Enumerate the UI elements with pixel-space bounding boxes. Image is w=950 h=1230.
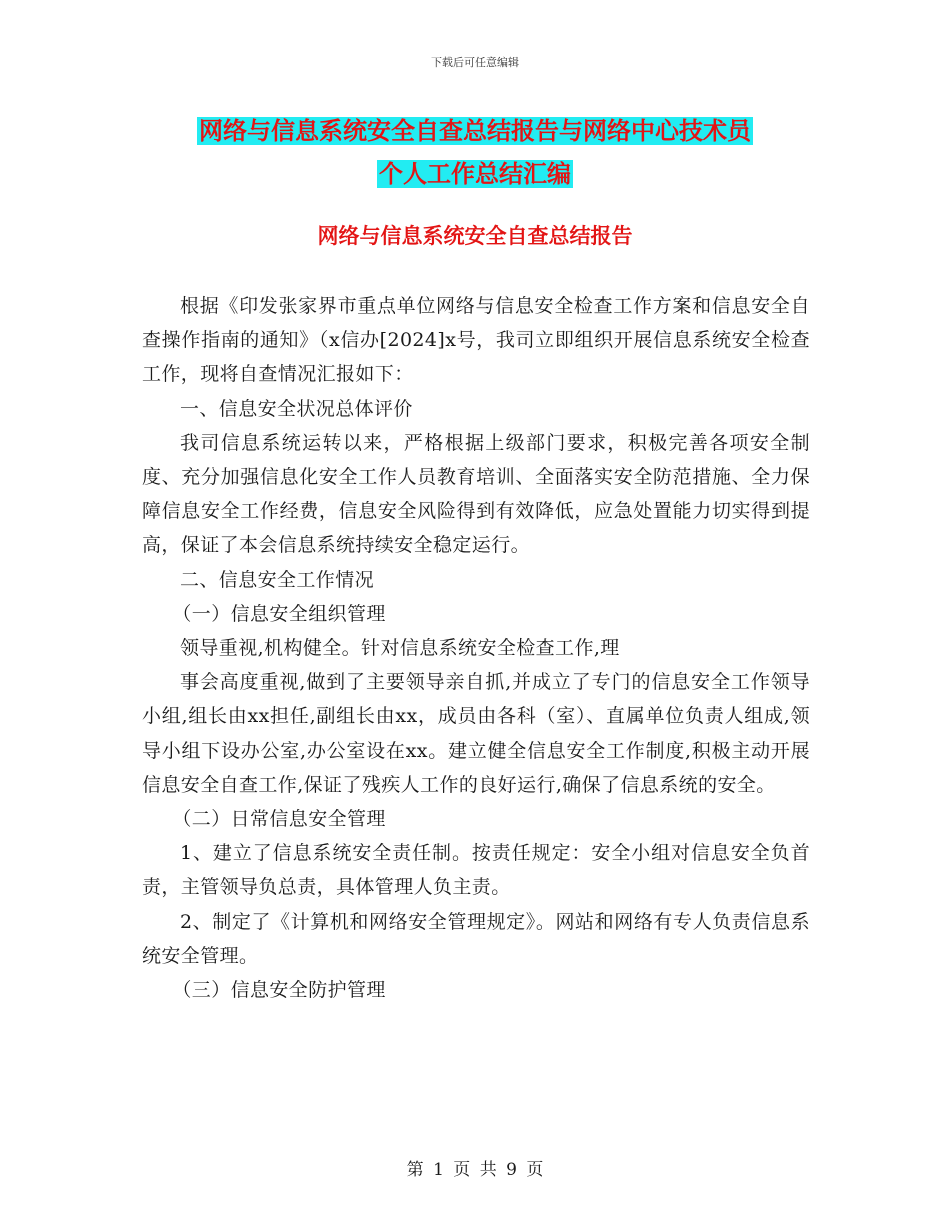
paragraph-organization-lead: 领导重视,机构健全。针对信息系统安全检查工作,理 <box>180 637 620 660</box>
document-title-line-1 <box>0 111 950 151</box>
subheading-daily-management: （二）日常信息安全管理 <box>172 808 386 831</box>
document-title-line-2 <box>0 154 950 194</box>
paragraph-intro: 根据《印发张家界市重点单位网络与信息安全检查工作方案和信息安全自查操作指南的通知》（x信办[2024]x号，我司立即组织开展信息系统安全检查工作，现将自查情况汇报如下： <box>142 295 810 386</box>
heading-overall-evaluation: 一、信息安全状况总体评价 <box>180 397 413 420</box>
heading-work-status: 二、信息安全工作情况 <box>180 568 375 591</box>
paragraph-responsibility: 1、建立了信息系统安全责任制。按责任规定：安全小组对信息安全负首责，主管领导负总责，具体管理人负主责。 <box>142 842 810 899</box>
section-title: 网络与信息系统安全自查总结报告 <box>317 224 633 248</box>
subheading-protection: （三）信息安全防护管理 <box>172 979 386 1002</box>
document-body <box>142 289 810 1007</box>
subheading-organization: （一）信息安全组织管理 <box>172 602 386 625</box>
page-number: 第 1 页 共 9 页 <box>406 1160 544 1180</box>
paragraph-evaluation: 我司信息系统运转以来，严格根据上级部门要求，积极完善各项安全制度、充分加强信息化安全工作人员教育培训、全面落实安全防范措施、全力保障信息安全工作经费，信息安全风险得到有效降低，应急处置能力切实得到提高，保证了本会信息系统持续安全稳定运行。 <box>142 431 810 557</box>
paragraph-regulations: 2、制定了《计算机和网络安全管理规定》。网站和网络有专人负责信息系统安全管理。 <box>142 910 810 967</box>
page-header-note: 下载后可任意编辑 <box>431 56 519 69</box>
highlighted-title-text: 网络与信息系统安全自查总结报告与网络中心技术员 <box>199 117 751 145</box>
paragraph-organization: 事会高度重视,做到了主要领导亲自抓,并成立了专门的信息安全工作领导小组,组长由xx担任,副组长由xx，成员由各科（室）、直属单位负责人组成,领导小组下设办公室,办公室设在xx。建立健全信息安全工作制度,积极主动开展信息安全自查工作,保证了残疾人工作的良好运行,确保了信息系统的安全。 <box>142 671 810 796</box>
highlighted-title-text: 个人工作总结汇编 <box>379 160 571 188</box>
